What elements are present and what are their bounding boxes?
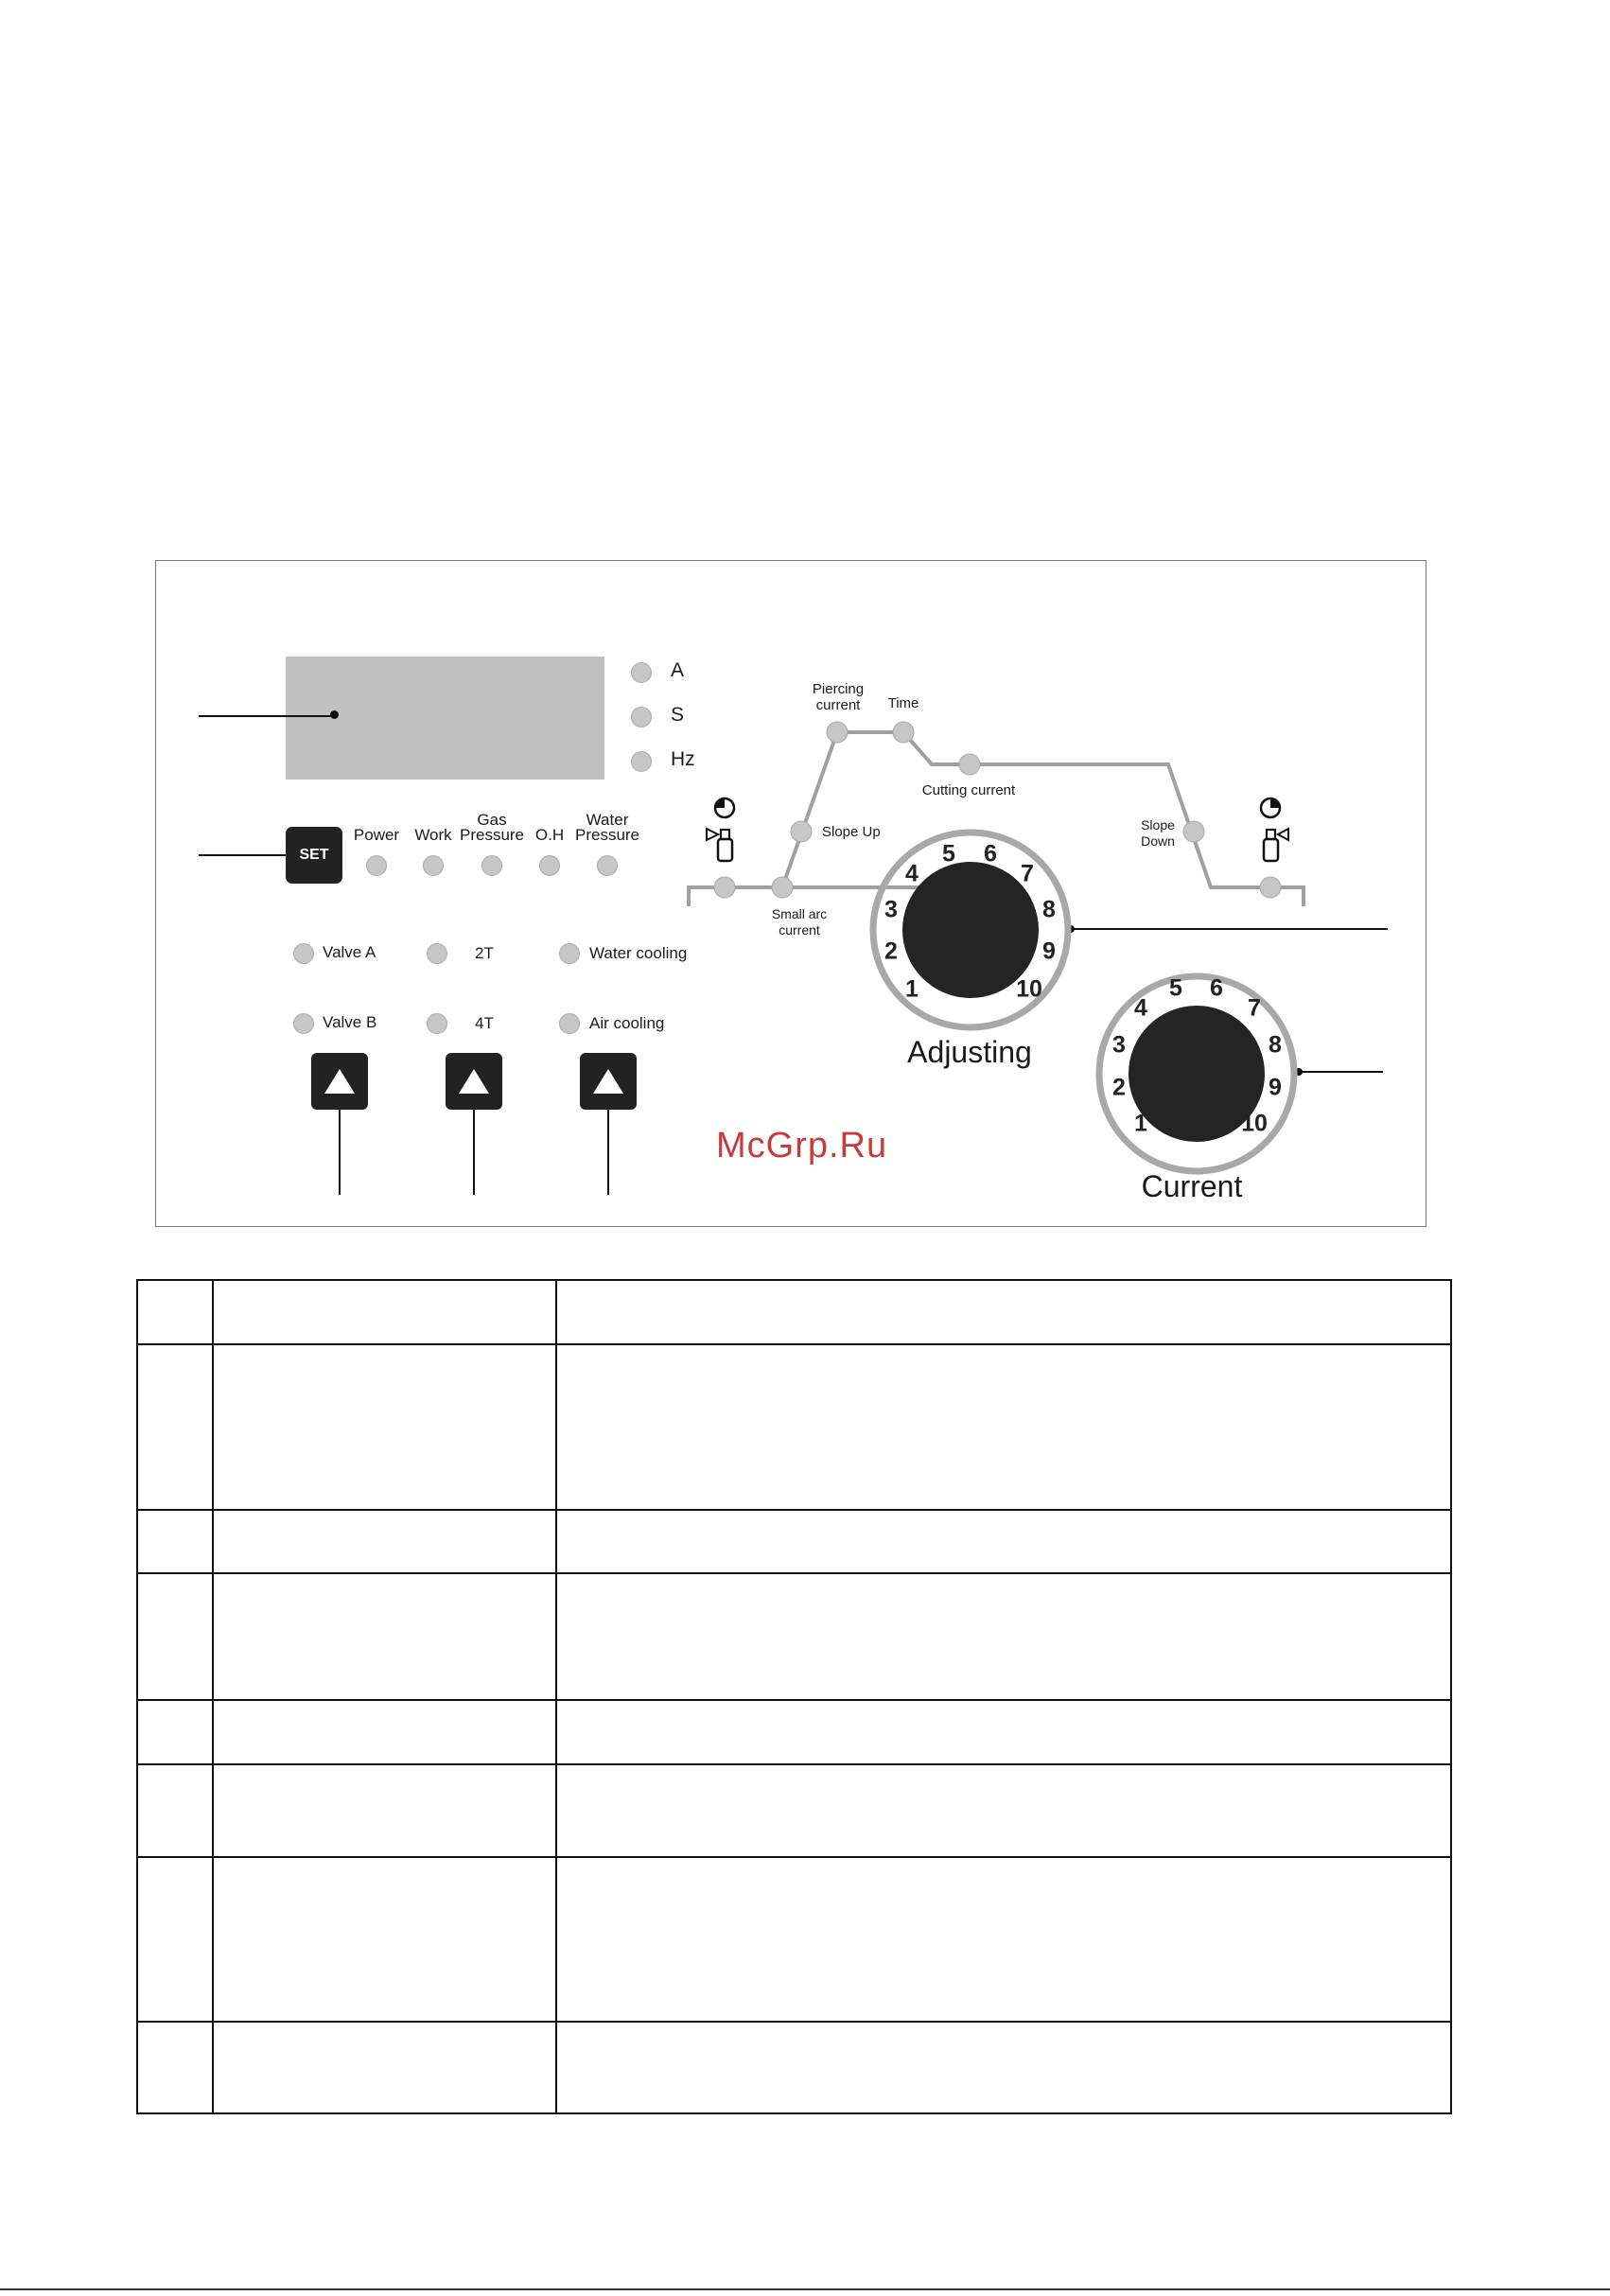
set-button[interactable]: SET <box>286 827 342 884</box>
table-cell <box>136 1572 212 1699</box>
current-scale-8: 8 <box>1269 1031 1282 1059</box>
led-slope-down <box>1183 821 1204 842</box>
current-scale-10: 10 <box>1241 1110 1268 1137</box>
gas-cylinder-icon <box>707 829 732 861</box>
current-scale-1: 1 <box>1134 1110 1147 1137</box>
table-cell <box>555 1699 1452 1763</box>
adjusting-scale-10: 10 <box>1016 975 1042 1003</box>
current-scale-9: 9 <box>1269 1074 1282 1101</box>
adjusting-knob-title: Adjusting <box>907 1035 1032 1069</box>
current-scale-5: 5 <box>1169 974 1182 1002</box>
led-small-arc-current <box>772 877 793 898</box>
label-2t: 2T <box>475 944 494 962</box>
label-water-cooling: Water cooling <box>589 944 688 962</box>
label-piercing: Piercing <box>812 681 865 697</box>
label-water-pressure: Pressure <box>574 826 640 844</box>
adjusting-scale-2: 2 <box>884 938 898 965</box>
current-knob-title: Current <box>1141 1169 1243 1203</box>
unit-label-hz: Hz <box>671 748 695 770</box>
label-work: Work <box>414 826 452 844</box>
table-cell <box>212 1699 555 1763</box>
label-4t: 4T <box>475 1014 494 1032</box>
table-cell <box>212 1343 555 1509</box>
label-small-arc-current: current <box>779 922 820 938</box>
current-scale-7: 7 <box>1248 994 1261 1022</box>
adjusting-scale-8: 8 <box>1042 896 1056 923</box>
sequence-line-main <box>782 732 1304 906</box>
current-scale-4: 4 <box>1134 994 1147 1022</box>
led-piercing-current <box>827 722 848 743</box>
post-gas-timer-icon <box>1261 798 1280 817</box>
label-piercing-current: current <box>815 697 861 713</box>
table-cell <box>212 1856 555 2021</box>
adjusting-scale-1: 1 <box>905 975 919 1003</box>
adjusting-scale-6: 6 <box>984 840 997 868</box>
table-cell <box>136 1856 212 2021</box>
table-cell <box>555 1572 1452 1699</box>
table-cell <box>212 1763 555 1856</box>
table-cell <box>555 1509 1452 1572</box>
led-time <box>893 722 914 743</box>
adjusting-scale-9: 9 <box>1042 938 1056 965</box>
table-cell <box>136 1279 212 1343</box>
label-valve-b: Valve B <box>323 1013 377 1031</box>
adjusting-scale-5: 5 <box>942 840 955 868</box>
adjusting-scale-4: 4 <box>905 860 919 887</box>
description-table <box>136 1279 1452 2114</box>
table-cell <box>555 2021 1452 2114</box>
pre-gas-timer-icon <box>715 798 734 817</box>
watermark: McGrp.Ru <box>716 1126 888 1166</box>
table-cell <box>212 1279 555 1343</box>
table-cell <box>555 1763 1452 1856</box>
table-cell <box>555 1343 1452 1509</box>
label-small-arc: Small arc <box>771 906 828 921</box>
label-valve-a: Valve A <box>323 943 376 961</box>
current-scale-6: 6 <box>1210 974 1223 1002</box>
table-cell <box>136 1699 212 1763</box>
current-scale-3: 3 <box>1112 1031 1126 1059</box>
table-cell <box>212 1572 555 1699</box>
unit-label-s: S <box>671 704 685 726</box>
led-cutting-current <box>959 754 980 775</box>
table-cell <box>212 1509 555 1572</box>
adjusting-scale-3: 3 <box>884 896 898 923</box>
label-slope: Slope <box>1141 817 1175 833</box>
label-time: Time <box>887 695 919 711</box>
gas-cylinder-icon <box>1264 829 1288 861</box>
led-pre-gas <box>714 877 735 898</box>
label-gas: Gas <box>477 811 507 829</box>
label-slope-down: Down <box>1141 833 1175 849</box>
label-water: Water <box>586 811 629 829</box>
label-air-cooling: Air cooling <box>589 1014 665 1032</box>
label-slope-up: Slope Up <box>822 824 881 840</box>
unit-label-a: A <box>671 659 685 681</box>
table-cell <box>212 2021 555 2114</box>
table-cell <box>136 1343 212 1509</box>
table-cell <box>136 2021 212 2114</box>
led-post-gas <box>1260 877 1281 898</box>
adjusting-scale-7: 7 <box>1021 860 1034 887</box>
label-cutting-current: Cutting current <box>921 782 1016 798</box>
label-gas-pressure: Pressure <box>459 826 525 844</box>
table-cell <box>555 1279 1452 1343</box>
table-cell <box>136 1763 212 1856</box>
page-bottom-rule <box>0 2288 1610 2290</box>
current-scale-2: 2 <box>1112 1074 1126 1101</box>
led-slope-up <box>791 821 812 842</box>
label-oh: O.H <box>534 826 565 844</box>
label-power: Power <box>353 826 400 844</box>
table-cell <box>555 1856 1452 2021</box>
table-cell <box>136 1509 212 1572</box>
